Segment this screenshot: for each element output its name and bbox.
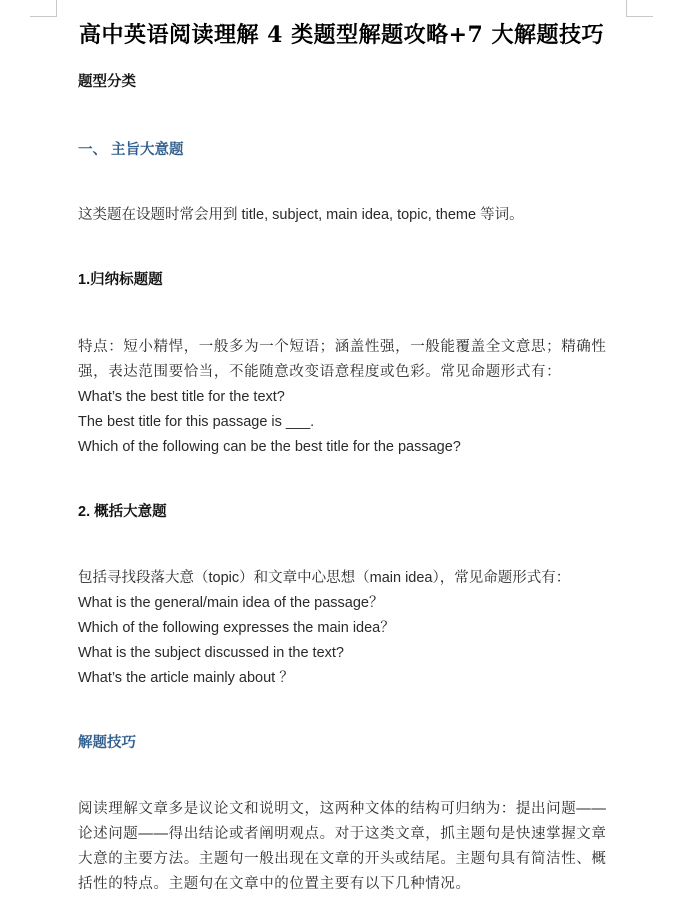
subheading-main-idea-questions: 2. 概括大意题 [78, 504, 167, 520]
example-question: What’s the article mainly about ？ [78, 670, 294, 686]
intro-paragraph: 这类题在设题时常会用到 title, subject, main idea, topic, theme 等词。 [78, 207, 524, 223]
tips-paragraph-line: 大意的主要方法。主题句一般出现在文章的开头或结尾。主题句具有简洁性、概 [78, 851, 607, 867]
example-question: The best title for this passage is ___. [78, 414, 315, 430]
title-questions-description-line1: 特点：短小精悍，一般多为一个短语；涵盖性强，一般能覆盖全文意思；精确性 [78, 339, 607, 355]
heading-solving-tips: 解题技巧 [78, 735, 136, 751]
subheading-title-questions: 1.归纳标题题 [78, 272, 163, 288]
tips-paragraph-line: 阅读理解文章多是议论文和说明文，这两种文体的结构可归纳为：提出问题—— [78, 801, 607, 817]
section-heading-question-types: 题型分类 [78, 74, 136, 90]
tips-paragraph-line: 括性的特点。主题句在文章中的位置主要有以下几种情况。 [78, 876, 471, 892]
tips-paragraph-line: 论述问题——得出结论或者阐明观点。对于这类文章，抓主题句是快速掌握文章 [78, 826, 607, 842]
heading-main-idea: 一、 主旨大意题 [78, 142, 184, 158]
title-questions-description-line2: 强，表达范围要恰当，不能随意改变语意程度或色彩。常见命题形式有： [78, 364, 562, 380]
example-question: Which of the following can be the best title for the passage? [78, 439, 461, 455]
example-question: What’s the best title for the text? [78, 389, 285, 405]
example-question: Which of the following expresses the main idea？ [78, 620, 395, 636]
example-question: What is the subject discussed in the text? [78, 645, 344, 661]
document-title: 高中英语阅读理解 4 类题型解题攻略+7 大解题技巧 [78, 22, 605, 48]
main-idea-description: 包括寻找段落大意（topic）和文章中心思想（main idea），常见命题形式有： [78, 570, 571, 586]
page-corner-mark-left [30, 0, 57, 17]
page-corner-mark-right [626, 0, 653, 17]
example-question: What is the general/main idea of the passage？ [78, 595, 384, 611]
